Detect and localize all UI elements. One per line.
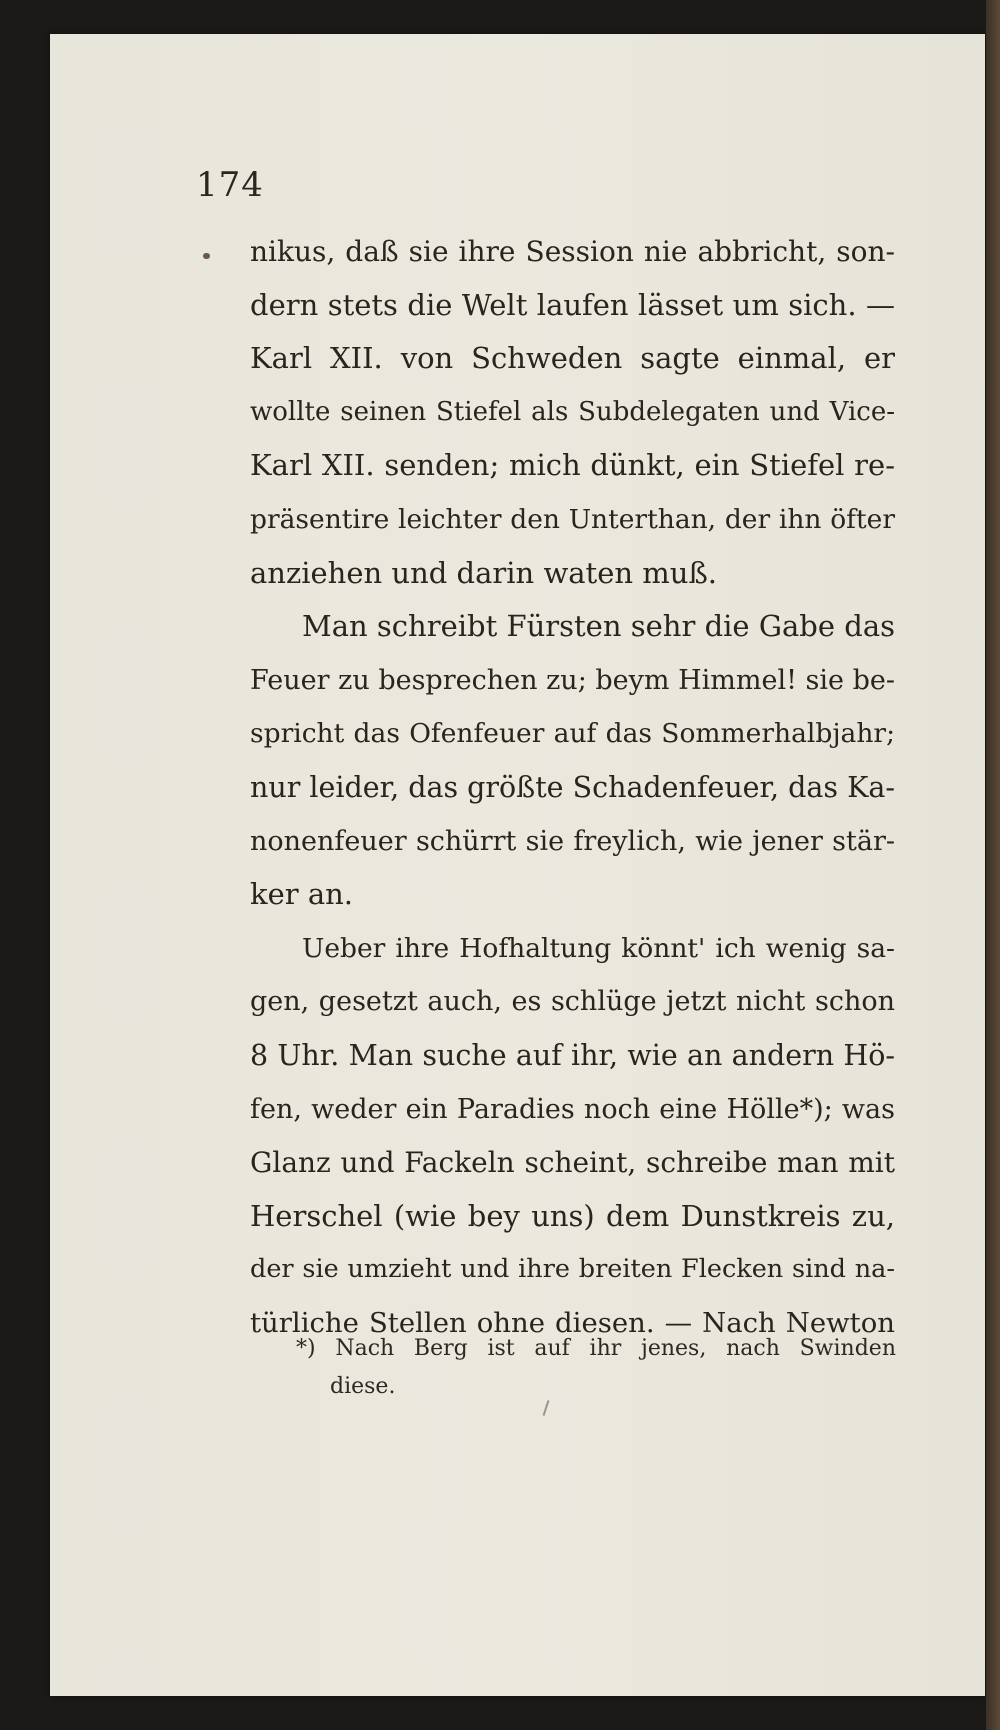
text-line: wollte seinen Stiefel als Subdelegaten und Vice- xyxy=(250,396,895,427)
footnote xyxy=(296,1330,896,1406)
text-line: präsentire leichter den Unterthan, der ihn öfter xyxy=(250,503,895,535)
text-line: türliche Stellen ohne diesen. — Nach Newton xyxy=(250,1306,895,1339)
text-line: Glanz und Fackeln scheint, schreibe man mit xyxy=(250,1146,895,1180)
text-line: Karl XII. von Schweden sagte einmal, er xyxy=(250,341,895,376)
text-line: anziehen und darin waten muß. xyxy=(250,555,718,590)
text-line: 8 Uhr. Man suche auf ihr, wie an andern Hö- xyxy=(250,1038,895,1072)
text-line: nikus, daß sie ihre Session nie abbricht, son- xyxy=(250,235,895,268)
text-line: Man schreibt Fürsten sehr die Gabe das xyxy=(302,609,895,644)
text-line: dern stets die Welt laufen lässet um sich. — xyxy=(250,287,895,322)
text-line: Herschel (wie bey uns) dem Dunstkreis zu, xyxy=(250,1198,895,1233)
text-line: Feuer zu besprechen zu; beym Himmel! sie be- xyxy=(250,664,895,696)
text-line: Karl XII. senden; mich dünkt, ein Stiefel re- xyxy=(250,448,895,483)
ink-spot xyxy=(203,253,210,259)
text-line: nonenfeuer schürrt sie freylich, wie jener stär- xyxy=(250,825,895,857)
text-line: spricht das Ofenfeuer auf das Sommerhalbjahr; xyxy=(250,718,895,750)
page-number: 174 xyxy=(196,165,264,205)
body-text xyxy=(250,225,895,1350)
book-spine-edge xyxy=(986,0,1000,1730)
footnote-line: diese. xyxy=(330,1374,396,1399)
text-line: Ueber ihre Hofhaltung könnt' ich wenig sa- xyxy=(302,932,895,964)
text-line: der sie umzieht und ihre breiten Flecken sind na- xyxy=(250,1254,895,1285)
text-line: gen, gesetzt auch, es schlüge jetzt nicht schon xyxy=(250,986,895,1018)
text-line: fen, weder ein Paradies noch eine Hölle*); was xyxy=(250,1093,895,1125)
text-line: nur leider, das größte Schadenfeuer, das Ka- xyxy=(250,770,895,804)
text-line: ker an. xyxy=(250,877,354,912)
footnote-line: *) Nach Berg ist auf ihr jenes, nach Swinden xyxy=(296,1336,896,1361)
